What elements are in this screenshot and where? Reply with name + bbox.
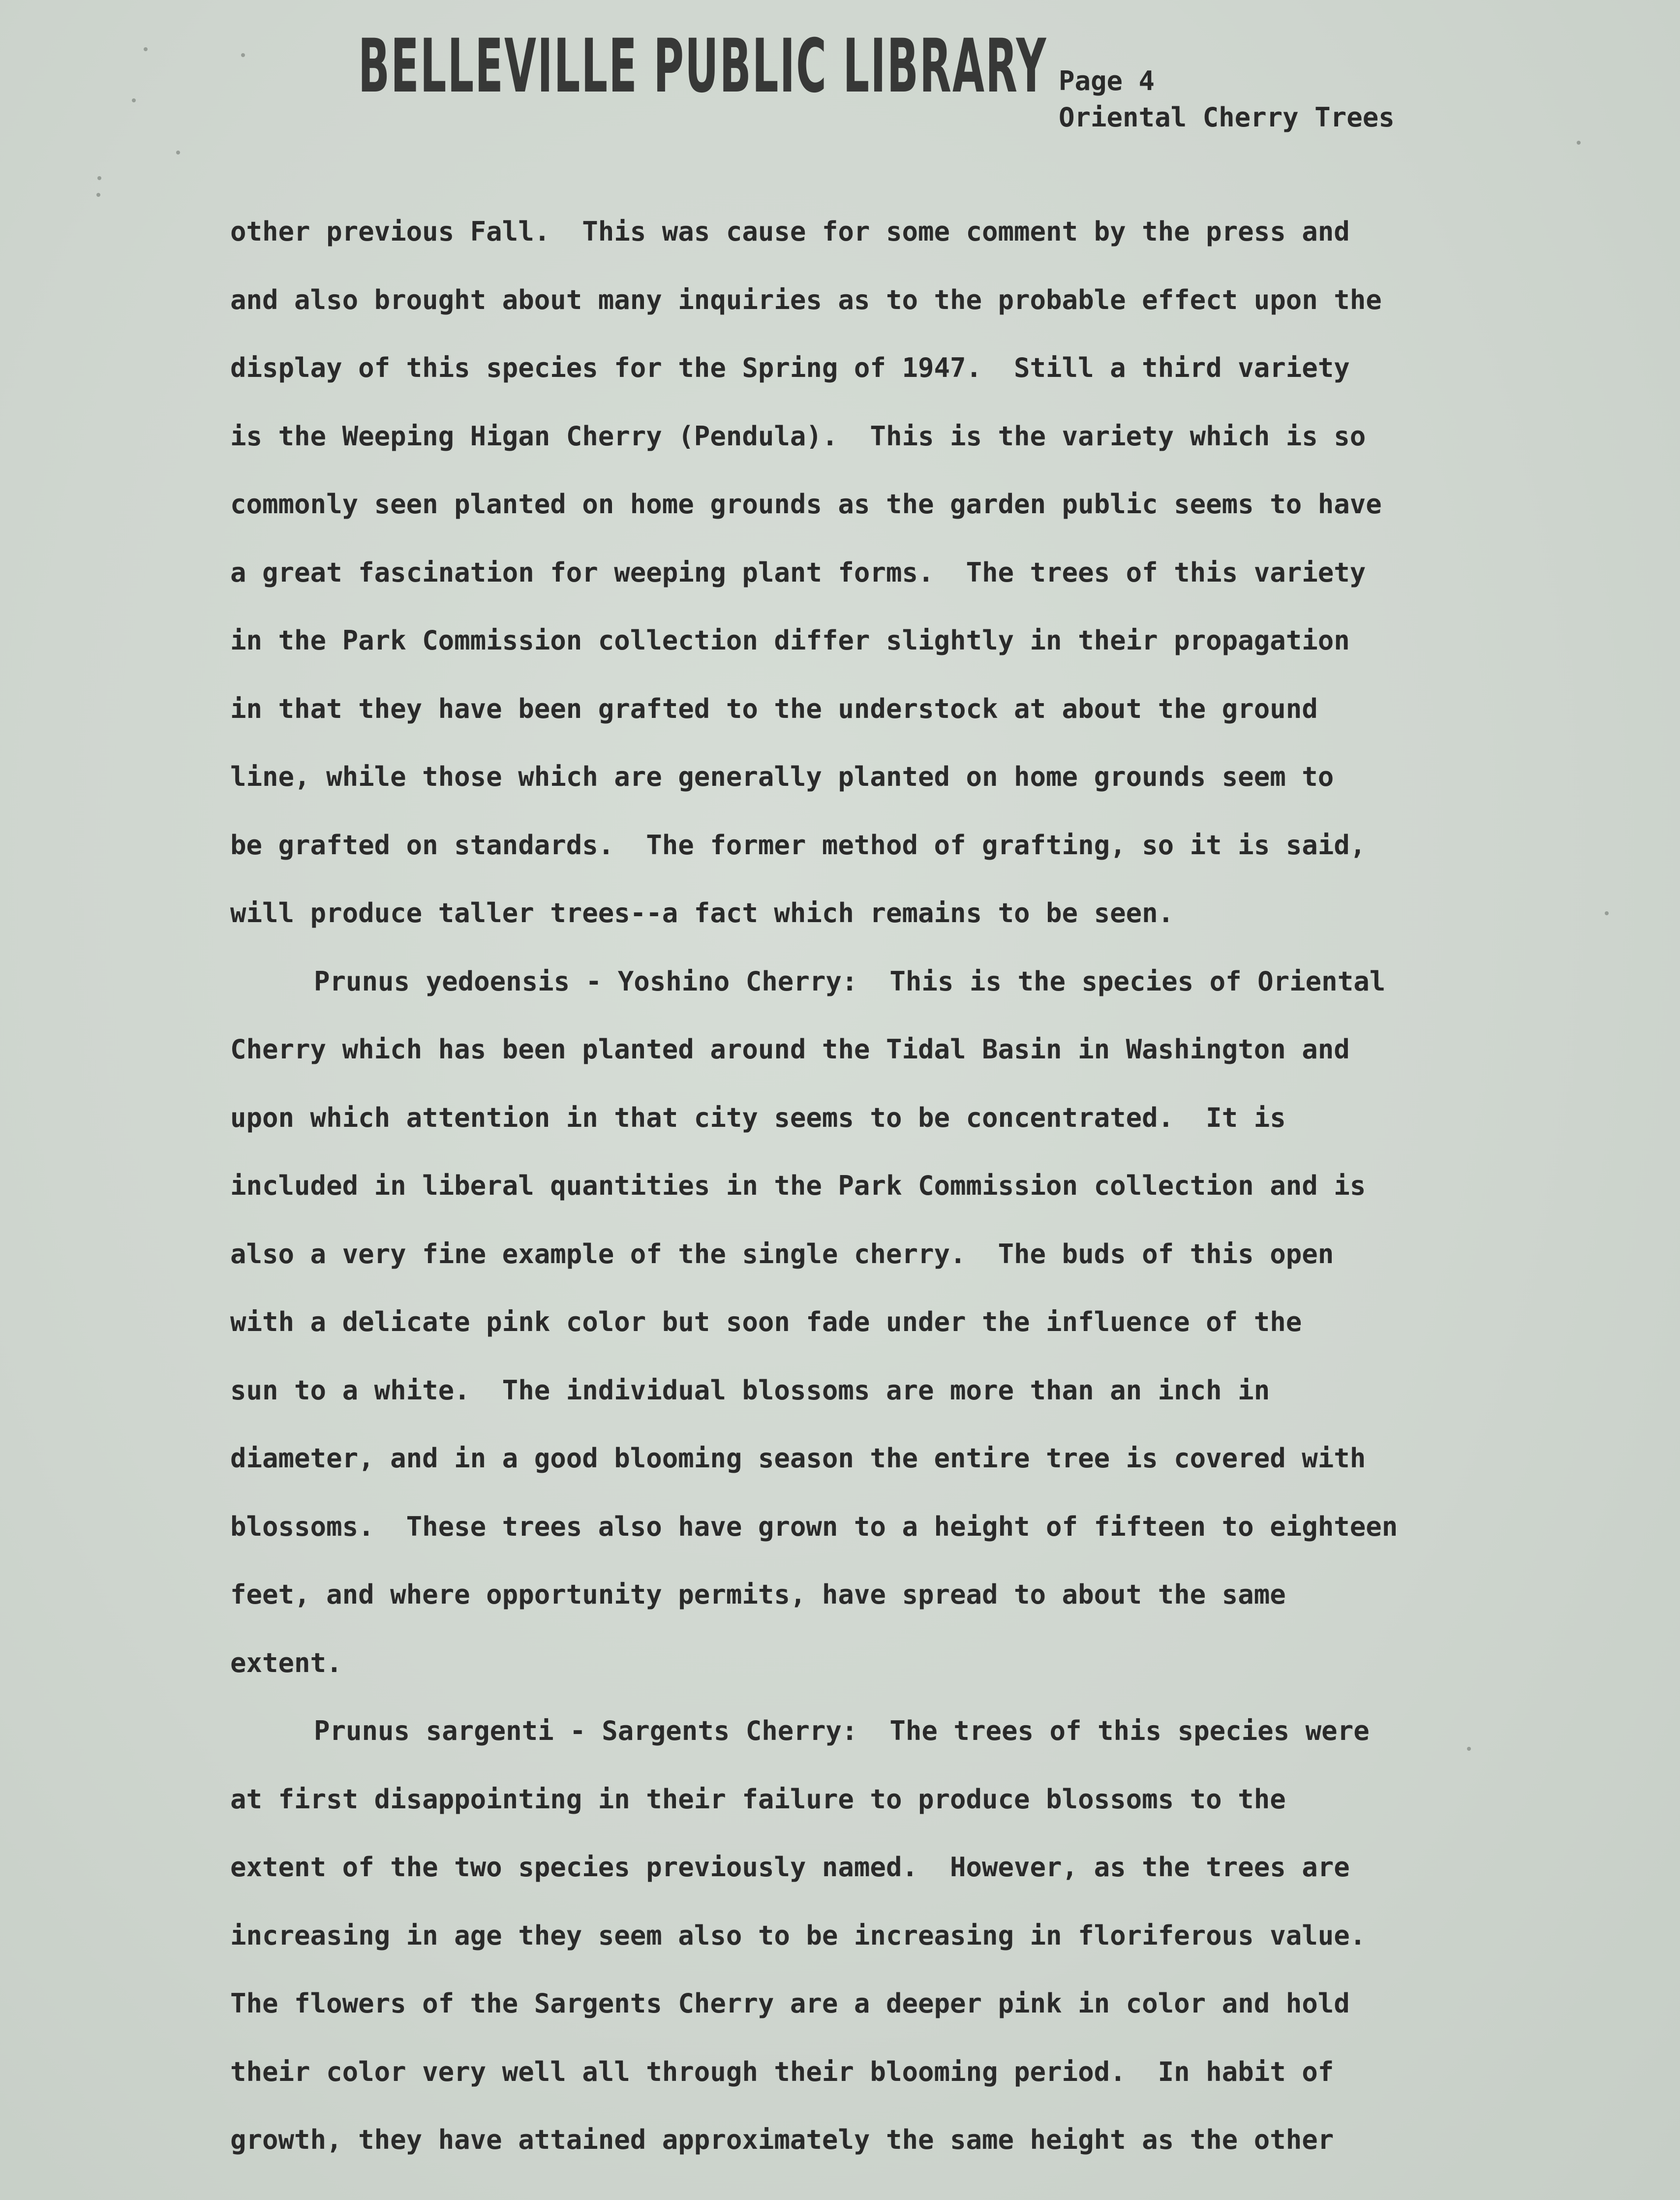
text-line: extent. (230, 1647, 342, 1678)
body-text (230, 198, 1529, 2174)
text-line: also a very fine example of the single cherry. The buds of this open (230, 1238, 1334, 1270)
text-line: line, while those which are generally planted on home grounds seem to (230, 761, 1334, 792)
text-line: diameter, and in a good blooming season the entire tree is covered with (230, 1443, 1366, 1474)
text-line: commonly seen planted on home grounds as the garden public seems to have (230, 489, 1382, 520)
text-line: display of this species for the Spring of 1947. Still a third variety (230, 352, 1350, 383)
paper-speck (1467, 1747, 1471, 1751)
paper-speck (97, 176, 101, 180)
paragraph-start-line: Prunus sargenti - Sargents Cherry: The trees of this species were (314, 1715, 1370, 1746)
text-line: a great fascination for weeping plant forms. The trees of this variety (230, 557, 1366, 588)
paper-speck (96, 193, 100, 197)
text-line: at first disappointing in their failure to produce blossoms to the (230, 1783, 1286, 1815)
text-line: increasing in age they seem also to be increasing in floriferous value. (230, 1920, 1366, 1951)
text-line: sun to a white. The individual blossoms are more than an inch in (230, 1374, 1270, 1406)
text-line: their color very well all through their blooming period. In habit of (230, 2056, 1334, 2087)
text-line: upon which attention in that city seems to be concentrated. It is (230, 1102, 1286, 1133)
text-line: growth, they have attained approximately the same height as the other (230, 2124, 1334, 2155)
paper-speck (144, 47, 148, 51)
paper-speck (1605, 911, 1609, 915)
document-title: Oriental Cherry Trees (1059, 102, 1395, 133)
text-line: The flowers of the Sargents Cherry are a deeper pink in color and hold (230, 1988, 1350, 2019)
page-header (1059, 63, 1395, 136)
paper-speck (176, 151, 180, 155)
paper-speck (1577, 141, 1581, 145)
text-line: extent of the two species previously named. However, as the trees are (230, 1852, 1350, 1883)
text-line: and also brought about many inquiries as to the probable effect upon the (230, 284, 1382, 315)
text-line: will produce taller trees--a fact which remains to be seen. (230, 898, 1174, 929)
text-line: in the Park Commission collection differ slightly in their propagation (230, 625, 1350, 656)
text-line: is the Weeping Higan Cherry (Pendula). This is the variety which is so (230, 420, 1366, 452)
page-number: Page 4 (1059, 65, 1155, 96)
text-line: with a delicate pink color but soon fade under the influence of the (230, 1306, 1302, 1337)
text-line: blossoms. These trees also have grown to a height of fifteen to eighteen (230, 1511, 1398, 1542)
paper-speck (241, 53, 245, 57)
text-line: included in liberal quantities in the Park Commission collection and is (230, 1170, 1366, 1201)
text-line: other previous Fall. This was cause for some comment by the press and (230, 216, 1350, 247)
text-line: in that they have been grafted to the understock at about the ground (230, 693, 1318, 724)
text-line: feet, and where opportunity permits, have spread to about the same (230, 1579, 1286, 1610)
text-line: Cherry which has been planted around the Tidal Basin in Washington and (230, 1034, 1350, 1065)
library-stamp: BELLEVILLE PUBLIC LIBRARY (358, 24, 1047, 109)
paper-speck (132, 98, 136, 102)
paragraph-start-line: Prunus yedoensis - Yoshino Cherry: This is the species of Oriental (314, 965, 1386, 997)
text-line: be grafted on standards. The former method of grafting, so it is said, (230, 829, 1366, 861)
